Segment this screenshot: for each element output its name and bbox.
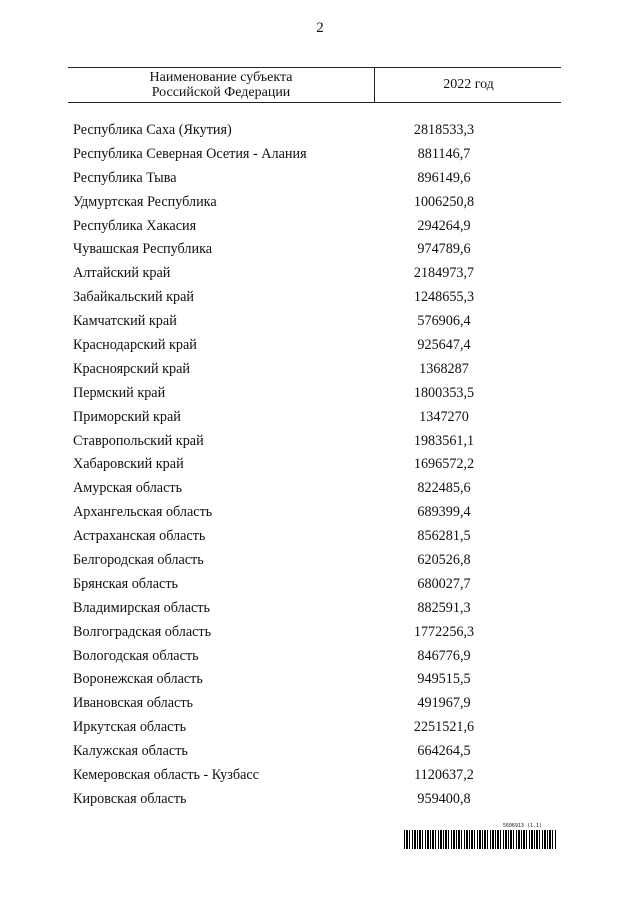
table-row [73, 645, 553, 669]
region-value: 959400,8 [417, 790, 471, 807]
region-name: Кировская область [73, 790, 187, 807]
table-row [73, 549, 553, 573]
table-row [73, 310, 553, 334]
table-row [73, 501, 553, 525]
region-value: 1120637,2 [414, 767, 474, 784]
table-row [73, 573, 553, 597]
header-region-name-line2: Российской Федерации [151, 85, 291, 100]
region-value: 1800353,5 [413, 384, 475, 401]
table-row [73, 716, 553, 740]
region-value: 882591,3 [417, 599, 471, 616]
region-name: Владимирская область [73, 599, 210, 616]
table-row [73, 740, 553, 764]
table-row [73, 382, 553, 406]
region-value: 2818533,3 [413, 122, 475, 138]
page-number: 2 [316, 20, 324, 36]
header-region-name [68, 68, 375, 102]
table-header [68, 67, 561, 103]
barcode-icon [404, 830, 556, 849]
region-value: 949515,5 [417, 671, 471, 688]
table-row [73, 215, 553, 239]
table-row [73, 525, 553, 549]
region-name: Брянская область [73, 575, 179, 592]
table-row [73, 238, 553, 262]
table-row [73, 167, 553, 191]
region-value: 822485,6 [417, 480, 471, 497]
table-row [73, 597, 553, 621]
table-row [73, 692, 553, 716]
region-value: 689399,4 [417, 504, 471, 521]
table-row [73, 430, 553, 454]
table-row [73, 334, 553, 358]
region-value: 881146,7 [417, 145, 471, 162]
region-value: 576906,4 [417, 313, 471, 330]
header-region-name-line1: Наименование субъекта [149, 70, 293, 85]
region-value: 856281,5 [417, 528, 471, 545]
region-value: 620526,8 [417, 552, 471, 569]
region-name: Республика Хакасия [73, 217, 197, 234]
region-name: Амурская область [73, 480, 183, 497]
region-name: Чувашская Республика [73, 241, 213, 258]
table-row [73, 143, 553, 167]
region-name: Пермский край [73, 384, 166, 401]
table-body [73, 119, 553, 812]
region-name: Астраханская область [73, 528, 206, 545]
table-row [73, 621, 553, 645]
region-value: 1347270 [419, 408, 469, 425]
region-name: Кемеровская область - Кузбасс [73, 767, 259, 784]
region-name: Удмуртская Республика [73, 193, 217, 210]
table-row [73, 764, 553, 788]
table-row [73, 191, 553, 215]
region-value: 1983561,1 [413, 432, 475, 449]
document-stamp [404, 823, 556, 849]
table-row [73, 453, 553, 477]
region-name: Камчатский край [73, 313, 177, 330]
region-value: 1368287 [419, 360, 469, 377]
region-name: Красноярский край [73, 360, 190, 377]
region-name: Ставропольский край [73, 432, 204, 449]
region-name: Белгородская область [73, 552, 204, 569]
region-value: 664264,5 [417, 743, 471, 760]
region-value: 896149,6 [417, 169, 471, 186]
region-value: 491967,9 [417, 695, 471, 712]
header-year: 2022 год [443, 77, 494, 92]
table-row [73, 119, 553, 143]
region-name: Воронежская область [73, 671, 203, 688]
region-name: Вологодская область [73, 647, 199, 664]
region-value: 2251521,6 [413, 719, 475, 736]
region-name: Хабаровский край [73, 456, 184, 473]
region-name: Архангельская область [73, 504, 213, 521]
region-name: Республика Северная Осетия - Алания [73, 145, 307, 162]
table-row [73, 477, 553, 501]
table-row [73, 406, 553, 430]
region-name: Республика Тыва [73, 169, 177, 186]
region-name: Ивановская область [73, 695, 194, 712]
region-name: Приморский край [73, 408, 181, 425]
table-row [73, 668, 553, 692]
table-row [73, 286, 553, 310]
region-value: 1772256,3 [413, 623, 475, 640]
region-value: 1248655,3 [413, 289, 475, 306]
region-value: 1696572,2 [413, 456, 475, 473]
table-row [73, 358, 553, 382]
table-row [73, 262, 553, 286]
region-value: 974789,6 [417, 241, 471, 258]
region-name: Алтайский край [73, 265, 171, 282]
region-name: Краснодарский край [73, 337, 197, 354]
region-name: Республика Саха (Якутия) [73, 122, 232, 138]
region-name: Иркутская область [73, 719, 187, 736]
region-value: 925647,4 [417, 337, 471, 354]
region-value: 846776,9 [417, 647, 471, 664]
table-row [73, 788, 553, 812]
region-name: Волгоградская область [73, 623, 212, 640]
region-name: Калужская область [73, 743, 188, 760]
stamp-code: 5606913 (1.1) [502, 823, 542, 829]
region-value: 2184973,7 [413, 265, 475, 282]
region-value: 294264,9 [417, 217, 471, 234]
region-value: 1006250,8 [413, 193, 475, 210]
region-name: Забайкальский край [73, 289, 194, 306]
region-value: 680027,7 [417, 575, 471, 592]
